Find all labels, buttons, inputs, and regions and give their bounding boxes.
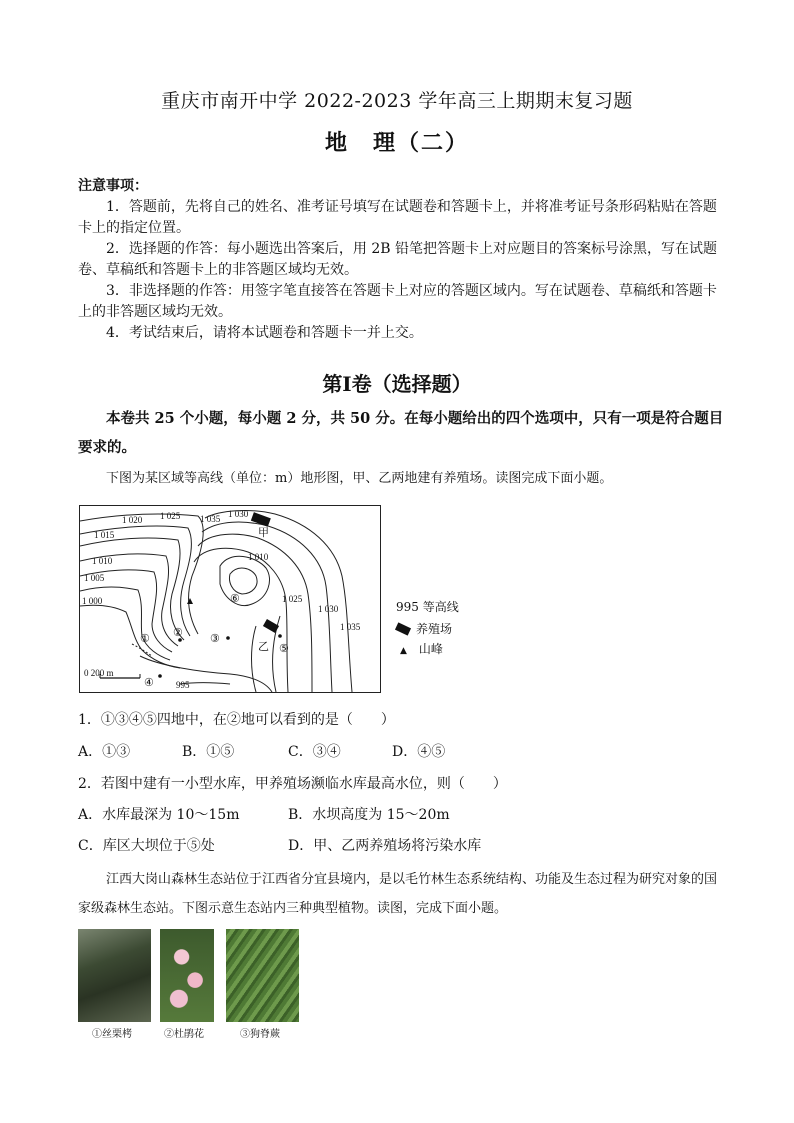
contour-map	[79, 505, 381, 693]
contour-label: 1 010	[248, 552, 269, 562]
contour-label: 1 025	[282, 594, 303, 604]
plant-photo-2	[160, 929, 214, 1022]
q2-option-b: B．水坝高度为 15～20m	[288, 807, 450, 823]
contour-label: 1 035	[340, 622, 361, 632]
place-label-yi: 乙	[258, 641, 269, 653]
plant-photo-3	[226, 929, 299, 1022]
photo-caption: ③狗脊蕨	[240, 1029, 280, 1040]
farm-icon	[395, 622, 411, 635]
group1-stem: 下图为某区域等高线（单位：m）地形图，甲、乙两地建有养殖场。读图完成下面小题。	[106, 471, 613, 486]
legend-peak-label: 山峰	[418, 642, 443, 656]
contour-label: 1 015	[94, 530, 115, 540]
legend-peak	[400, 640, 443, 657]
q2-option-c: C．库区大坝位于⑤处	[78, 838, 215, 854]
plant-photo-1	[78, 929, 151, 1022]
point-dot	[158, 674, 162, 678]
legend-contour-label: 995 等高线	[396, 600, 459, 614]
contour-label: 995	[176, 680, 190, 690]
contour-label: 1 005	[84, 573, 105, 583]
q2-stem: 2．若图中建有一小型水库，甲养殖场濒临水库最高水位，则（ ）	[78, 776, 507, 792]
q2-option-a: A．水库最深为 10～15m	[78, 807, 240, 823]
scale-label: 0 200 m	[84, 668, 114, 678]
contour-line	[252, 626, 257, 692]
q2-option-d: D．甲、乙两养殖场将污染水库	[288, 838, 482, 854]
contour-line	[220, 556, 270, 605]
point-dot	[278, 634, 282, 638]
peak-icon: ▲	[400, 646, 407, 656]
contour-line	[194, 548, 288, 692]
place-label-jia: 甲	[258, 527, 269, 539]
q1-stem: 1．①③④⑤四地中，在②地可以看到的是（ ）	[78, 712, 395, 728]
q1-option-c: C．③④	[288, 744, 341, 760]
point-label: ⑥	[230, 593, 240, 605]
notice-item: 4．考试结束后，请将本试题卷和答题卡一并上交。	[106, 325, 423, 341]
q1-option-b: B．①⑤	[182, 744, 235, 760]
q1-option-d: D．④⑤	[392, 744, 446, 760]
contour-label: 1 000	[82, 596, 103, 606]
contour-map-svg	[80, 506, 380, 692]
farm-yi-marker	[263, 619, 279, 633]
group2-stem: 江西大岗山森林生态站位于江西省分宜县境内，是以毛竹林生态系统结构、功能及生态过程为研究对象的国家级森林生态站。下图示意生态站内三种典型植物。读图，完成下面小题。	[78, 872, 718, 916]
notice-item: 2．选择题的作答：每小题选出答案后，用 2B 铅笔把答题卡上对应题目的答案标号涂黑，写在试题卷、草稿纸和答题卡上的非答题区域均无效。	[78, 241, 718, 278]
contour-label: 1 010	[92, 556, 113, 566]
section-intro: 本卷共 25 个小题，每小题 2 分，共 50 分。在每小题给出的四个选项中，只有一项是符合题目要求的。	[78, 410, 724, 456]
subject-title: 地 理（二）	[324, 130, 469, 156]
legend-contour	[396, 598, 459, 615]
section-title: 第Ⅰ卷（选择题）	[322, 372, 472, 396]
contour-label: 1 020	[122, 515, 143, 525]
point-dot	[226, 636, 230, 640]
contour-label: 1 030	[318, 604, 339, 614]
notice-heading: 注意事项：	[78, 178, 148, 194]
point-label: ⑤	[279, 643, 289, 655]
contour-label: 1 030	[228, 509, 249, 519]
exam-title: 重庆市南开中学 2022-2023 学年高三上期期末复习题	[161, 90, 633, 112]
photo-caption: ②杜鹃花	[164, 1029, 204, 1040]
point-label: ④	[144, 677, 154, 689]
contour-line	[230, 568, 258, 594]
contour-label: 1 035	[200, 514, 221, 524]
point-label: ③	[210, 633, 220, 645]
contour-label: 1 025	[160, 511, 181, 521]
photo-caption: ①丝栗栲	[92, 1029, 132, 1040]
notice-list	[78, 197, 728, 344]
point-label: ①	[140, 633, 150, 645]
notice-item: 1．答题前，先将自己的姓名、准考证号填写在试题卷和答题卡上，并将准考证号条形码粘贴在答题卡上的指定位置。	[78, 199, 717, 236]
point-label: ②	[173, 627, 183, 639]
q1-option-a: A．①③	[78, 744, 131, 760]
peak-marker	[187, 598, 193, 604]
contour-line	[202, 522, 332, 692]
notice-item: 3．非选择题的作答：用签字笔直接答在答题卡上对应的答题区域内。写在试题卷、草稿纸和答题卡上的非答题区域均无效。	[78, 283, 717, 320]
legend-farm	[396, 620, 452, 637]
contour-line	[205, 511, 352, 692]
legend-farm-label: 养殖场	[416, 622, 453, 636]
